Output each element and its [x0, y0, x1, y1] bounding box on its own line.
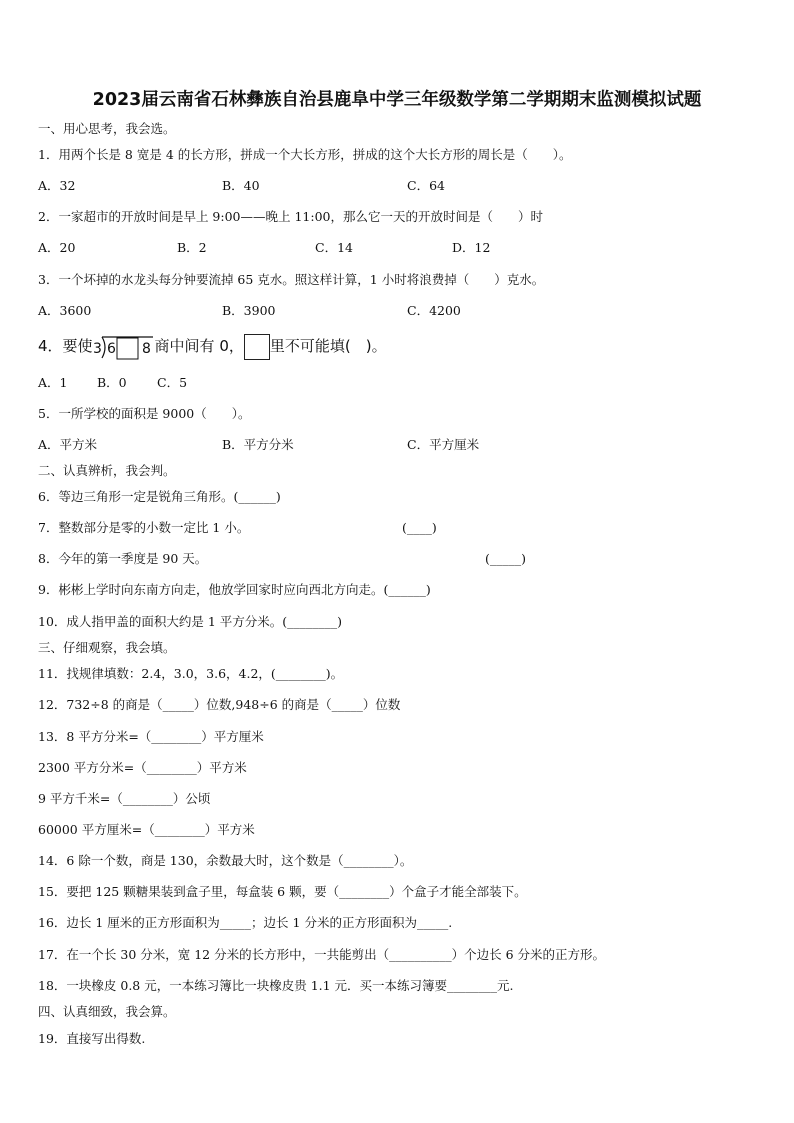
- answer-blank: (_____): [485, 551, 527, 566]
- question-4-middle: 商中间有 0，: [154, 337, 244, 355]
- question-11: 11．找规律填数：2.4，3.0，3.6，4.2，(________)。: [38, 666, 344, 681]
- question-16: 16．边长 1 厘米的正方形面积为_____；边长 1 分米的正方形面积为_____.: [38, 915, 453, 930]
- question-4-suffix: 里不可能填( )。: [269, 337, 387, 355]
- question-3: 3．一个坏掉的水龙头每分钟要流掉 65 克水。照这样计算，1 小时将浪费掉（ ）克水。: [38, 272, 545, 287]
- option-b: B．40: [222, 178, 260, 193]
- option-b: B．3900: [222, 303, 276, 318]
- question-13-part-3: 9 平方千米=（________）公顷: [38, 791, 211, 806]
- question-13-part-2: 2300 平方分米=（________）平方米: [38, 760, 247, 775]
- option-b: B．平方分米: [222, 437, 294, 452]
- option-c: C．14: [315, 240, 353, 255]
- option-c: C．64: [407, 178, 445, 193]
- option-a: A．1: [38, 375, 68, 390]
- dividend-digit-1: 6: [106, 340, 116, 357]
- divisor: 3: [92, 340, 102, 357]
- question-14: 14．6 除一个数，商是 130，余数最大时，这个数是（________）。: [38, 853, 413, 868]
- question-13-part-4: 60000 平方厘米=（________）平方米: [38, 822, 255, 837]
- question-12: 12．732÷8 的商是（_____）位数,948÷6 的商是（_____）位数: [38, 697, 401, 712]
- question-1: 1．用两个长是 8 宽是 4 的长方形，拼成一个大长方形，拼成的这个大长方形的周长是（ ）。: [38, 147, 572, 162]
- option-b: B．2: [177, 240, 207, 255]
- option-a: A．32: [38, 178, 76, 193]
- section-heading-1: 一、用心思考，我会选。: [38, 121, 176, 136]
- question-4-prefix: 4．要使: [38, 337, 93, 355]
- question-8-text: 8．今年的第一季度是 90 天。: [38, 551, 208, 566]
- question-19: 19．直接写出得数.: [38, 1031, 146, 1046]
- option-c: C．4200: [407, 303, 461, 318]
- section-heading-4: 四、认真细致，我会算。: [38, 1004, 176, 1019]
- section-heading-2: 二、认真辨析，我会判。: [38, 463, 176, 478]
- question-5: 5．一所学校的面积是 9000（ ）。: [38, 406, 251, 421]
- option-a: A．20: [38, 240, 76, 255]
- question-9: 9．彬彬上学时向东南方向走，他放学回家时应向西北方向走。(______): [38, 582, 431, 597]
- question-13: 13．8 平方分米=（________）平方厘米: [38, 729, 264, 744]
- question-18: 18．一块橡皮 0.8 元，一本练习簿比一块橡皮贵 1.1 元．买一本练习簿要________元.: [38, 978, 514, 993]
- option-a: A．3600: [38, 303, 92, 318]
- question-7-text: 7．整数部分是零的小数一定比 1 小。: [38, 520, 250, 535]
- section-heading-3: 三、仔细观察，我会填。: [38, 640, 176, 655]
- option-c: C．5: [157, 375, 188, 390]
- answer-blank: (____): [402, 520, 437, 535]
- question-17: 17．在一个长 30 分米，宽 12 分米的长方形中，一共能剪出（__________）个边长 6 分米的正方形。: [38, 947, 606, 962]
- long-division-figure: [93, 334, 155, 360]
- option-a: A．平方米: [38, 437, 98, 452]
- page-title: 2023届云南省石林彝族自治县鹿阜中学三年级数学第二学期期末监测模拟试题: [92, 90, 702, 110]
- option-b: B．0: [97, 375, 127, 390]
- question-8: [38, 551, 527, 567]
- question-4: [38, 333, 387, 360]
- question-6: 6．等边三角形一定是锐角三角形。(______): [38, 489, 281, 504]
- question-10: 10．成人指甲盖的面积大约是 1 平方分米。(________): [38, 614, 343, 629]
- dividend-digit-3: 8: [141, 340, 151, 357]
- question-7: [38, 520, 437, 536]
- option-d: D．12: [452, 240, 491, 255]
- question-15: 15．要把 125 颗糖果装到盒子里，每盒装 6 颗，要（________）个盒子才能全部装下。: [38, 884, 527, 899]
- blank-box: [244, 334, 270, 360]
- option-c: C．平方厘米: [407, 437, 480, 452]
- question-2: 2．一家超市的开放时间是早上 9:00——晚上 11:00，那么它一天的开放时间是（ ）时: [38, 209, 543, 224]
